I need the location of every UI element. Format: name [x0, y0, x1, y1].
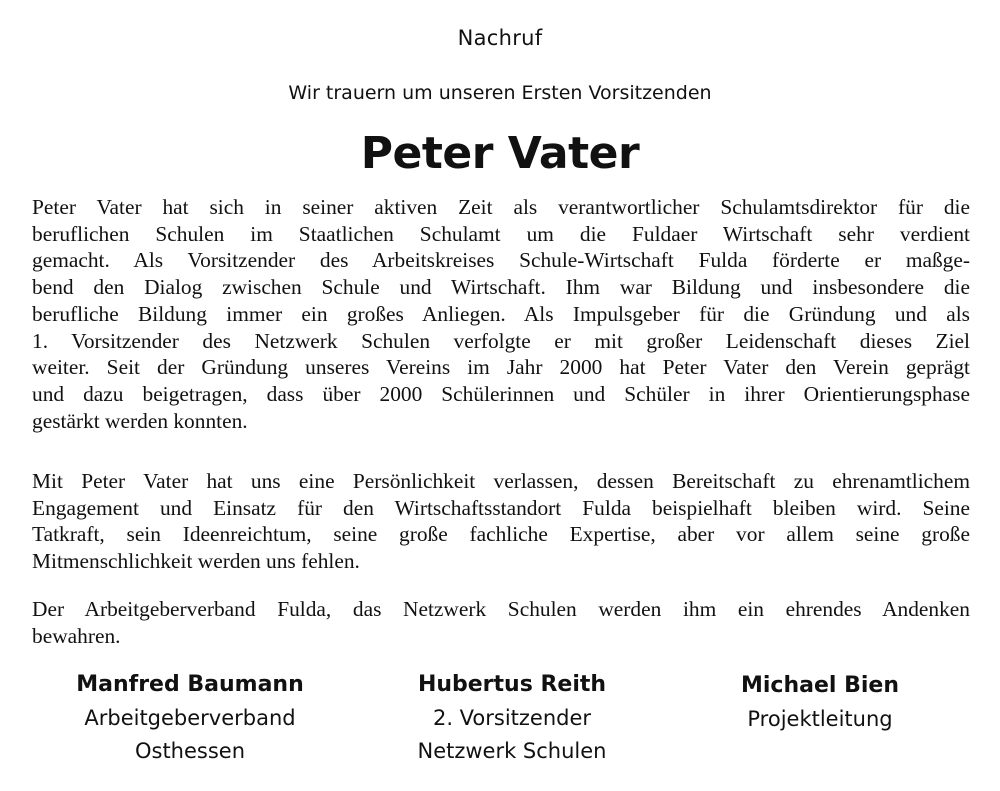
- signatory-name: Hubertus Reith: [417, 672, 607, 697]
- signature-block: [660, 669, 980, 736]
- signatory-role: Arbeitgeberverband: [84, 706, 296, 730]
- text-line: Tatkraft, sein Ideenreichtum, seine große fachliche Expertise, aber vor allem seine große: [32, 522, 970, 547]
- notice-label: Nachruf: [457, 26, 543, 50]
- signature-block: [30, 668, 350, 768]
- signatory-name: Manfred Baumann: [76, 672, 304, 697]
- text-line: Peter Vater hat sich in seiner aktiven Zeit als verantwortlicher Schulamtsdirektor für die: [32, 195, 970, 219]
- signatory-role: Osthessen: [134, 739, 246, 763]
- text-line: 1. Vorsitzender des Netzwerk Schulen verfolgte er mit großer Leidenschaft dieses Ziel: [32, 328, 970, 353]
- text-line: Mitmenschlichkeit werden uns fehlen.: [32, 549, 360, 574]
- text-line: beruflichen Schulen im Staatlichen Schulamt um die Fuldaer Wirtschaft sehr verdient: [32, 221, 970, 246]
- deceased-name: Peter Vater: [360, 128, 640, 179]
- text-line: und dazu beigetragen, dass über 2000 Schülerinnen und Schüler in ihrer Orientierungsphase: [32, 381, 970, 406]
- signatory-role: Netzwerk Schulen: [417, 739, 607, 763]
- text-line: bend den Dialog zwischen Schule und Wirtschaft. Ihm war Bildung und insbesondere die: [32, 275, 970, 300]
- text-line: gemacht. Als Vorsitzender des Arbeitskreises Schule-Wirtschaft Fulda förderte er maßge-: [32, 248, 970, 273]
- text-line: gestärkt werden konnten.: [32, 408, 248, 433]
- text-line: berufliche Bildung immer ein großes Anliegen. Als Impulsgeber für die Gründung und als: [32, 301, 970, 326]
- signatory-role: 2. Vorsitzender: [432, 706, 592, 730]
- signatory-role: Projektleitung: [747, 707, 893, 731]
- signatory-name: Michael Bien: [741, 673, 899, 698]
- text-line: bewahren.: [32, 623, 121, 648]
- signature-block: [352, 668, 672, 768]
- paragraph-2: [32, 468, 970, 575]
- paragraph-3: [32, 596, 970, 649]
- paragraph-1: [32, 194, 970, 434]
- text-line: Engagement und Einsatz für den Wirtschaftsstandort Fulda beispielhaft bleiben wird. Seine: [32, 495, 970, 520]
- text-line: Mit Peter Vater hat uns eine Persönlichkeit verlassen, dessen Bereitschaft zu ehrenamtlichem: [32, 469, 970, 493]
- text-line: weiter. Seit der Gründung unseres Vereins im Jahr 2000 hat Peter Vater den Verein geprägt: [32, 355, 970, 380]
- notice-intro: Wir trauern um unseren Ersten Vorsitzenden: [288, 82, 712, 104]
- text-line: Der Arbeitgeberverband Fulda, das Netzwerk Schulen werden ihm ein ehrendes Andenken: [32, 597, 970, 621]
